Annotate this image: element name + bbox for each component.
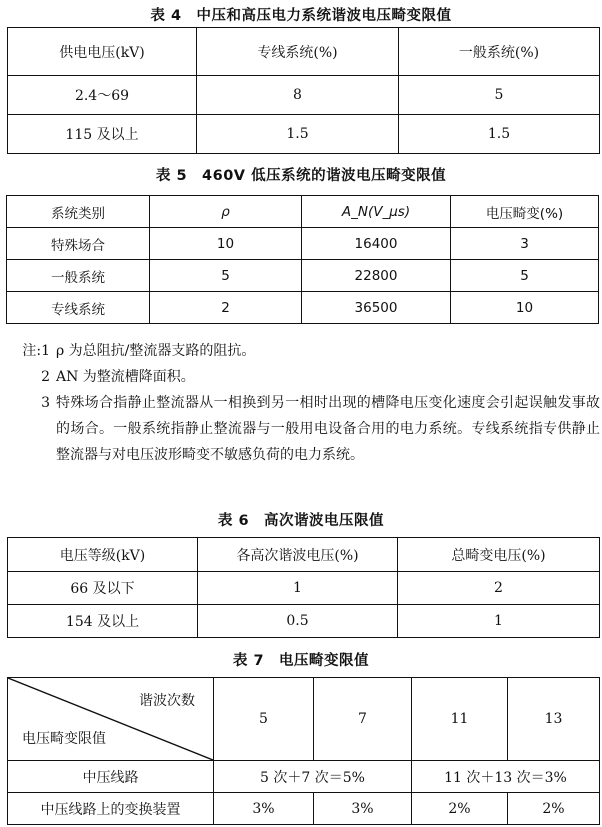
header-cell: 各高次谐波电压(%) (198, 538, 398, 572)
order-cell: 7 (314, 678, 412, 761)
header-cell: 供电电压(kV) (8, 28, 197, 76)
table-cell: 10 (451, 292, 599, 324)
note-3 (10, 390, 600, 468)
table-cell: 36500 (302, 292, 451, 324)
table-cell: 2% (508, 793, 600, 825)
note-text: AN 为整流槽降面积。 (56, 369, 195, 385)
table6 (7, 537, 600, 638)
table-cell: 154 及以上 (8, 605, 198, 638)
table-cell: 2 (398, 572, 600, 605)
note-label: 注:1 (22, 343, 50, 359)
table5 (6, 195, 599, 324)
order-cell: 5 (214, 678, 314, 761)
header-cell: 专线系统(%) (197, 28, 399, 76)
table-cell: 3 (451, 228, 599, 260)
row-label: 中压线路 (8, 761, 214, 793)
table7-title: 表 7 电压畸变限值 (232, 653, 370, 669)
table-cell: 22800 (302, 260, 451, 292)
table-cell: 5 (451, 260, 599, 292)
notes (10, 338, 600, 468)
merged-cell: 5 次＋7 次＝5% (214, 761, 412, 793)
table-cell: 0.5 (198, 605, 398, 638)
table-cell: 66 及以下 (8, 572, 198, 605)
note-text: 特殊场合指静止整流器从一相换到另一相时出现的槽降电压变化速度会引起误触发事故的场合。一般系统指静止整流器与一般用电设备合用的电力系统。专线系统指专供静止整流器与对电压波形畸变不敏感负荷的电力系统。 (56, 395, 600, 463)
table-cell: 2% (412, 793, 508, 825)
note-1 (10, 338, 600, 364)
an-header: A_N(V_μs) (302, 196, 451, 228)
table-cell: 8 (197, 76, 399, 115)
note-label: 2 (41, 369, 50, 385)
header-cell: 总畸变电压(%) (398, 538, 600, 572)
table-row (7, 260, 599, 292)
table-cell: 一般系统 (7, 260, 150, 292)
table-cell: 1 (198, 572, 398, 605)
note-label: 3 (41, 395, 50, 411)
table-row (8, 605, 600, 638)
table-cell: 10 (150, 228, 302, 260)
table-row (8, 793, 600, 825)
header-cell: 电压等级(kV) (8, 538, 198, 572)
table-cell: 2.4～69 (8, 76, 197, 115)
table-row (8, 115, 600, 154)
row-label: 中压线路上的变换装置 (8, 793, 214, 825)
table-header-row (8, 538, 600, 572)
table4 (7, 27, 600, 154)
table-cell: 3% (214, 793, 314, 825)
order-cell: 11 (412, 678, 508, 761)
rho-header: ρ (150, 196, 302, 228)
table-cell: 3% (314, 793, 412, 825)
table-cell: 1 (398, 605, 600, 638)
diagonal-header-cell (8, 678, 214, 761)
table-cell: 1.5 (197, 115, 399, 154)
table-cell: 16400 (302, 228, 451, 260)
corner-top-label: 谐波次数 (139, 693, 195, 709)
table-cell: 2 (150, 292, 302, 324)
table-cell: 1.5 (399, 115, 600, 154)
table-cell: 115 及以上 (8, 115, 197, 154)
table6-title: 表 6 高次谐波电压限值 (217, 513, 385, 529)
table-cell: 5 (150, 260, 302, 292)
table-header-row (8, 678, 600, 761)
table-row (8, 76, 600, 115)
table-row (7, 292, 599, 324)
table-header-row (7, 196, 599, 228)
header-cell: 一般系统(%) (399, 28, 600, 76)
table-row (8, 761, 600, 793)
order-cell: 13 (508, 678, 600, 761)
table-row (8, 572, 600, 605)
note-text: ρ 为总阻抗/整流器支路的阻抗。 (56, 343, 256, 359)
table7 (7, 677, 600, 825)
table-cell: 专线系统 (7, 292, 150, 324)
table5-title: 表 5 460V 低压系统的谐波电压畸变限值 (155, 168, 447, 184)
table4-title: 表 4 中压和高压电力系统谐波电压畸变限值 (150, 8, 452, 24)
table-cell: 特殊场合 (7, 228, 150, 260)
header-cell: 系统类别 (7, 196, 150, 228)
table-header-row (8, 28, 600, 76)
note-2 (10, 364, 600, 390)
header-cell: 电压畸变(%) (451, 196, 599, 228)
table-cell: 5 (399, 76, 600, 115)
corner-bottom-label: 电压畸变限值 (22, 731, 106, 747)
merged-cell: 11 次＋13 次＝3% (412, 761, 600, 793)
table-row (7, 228, 599, 260)
